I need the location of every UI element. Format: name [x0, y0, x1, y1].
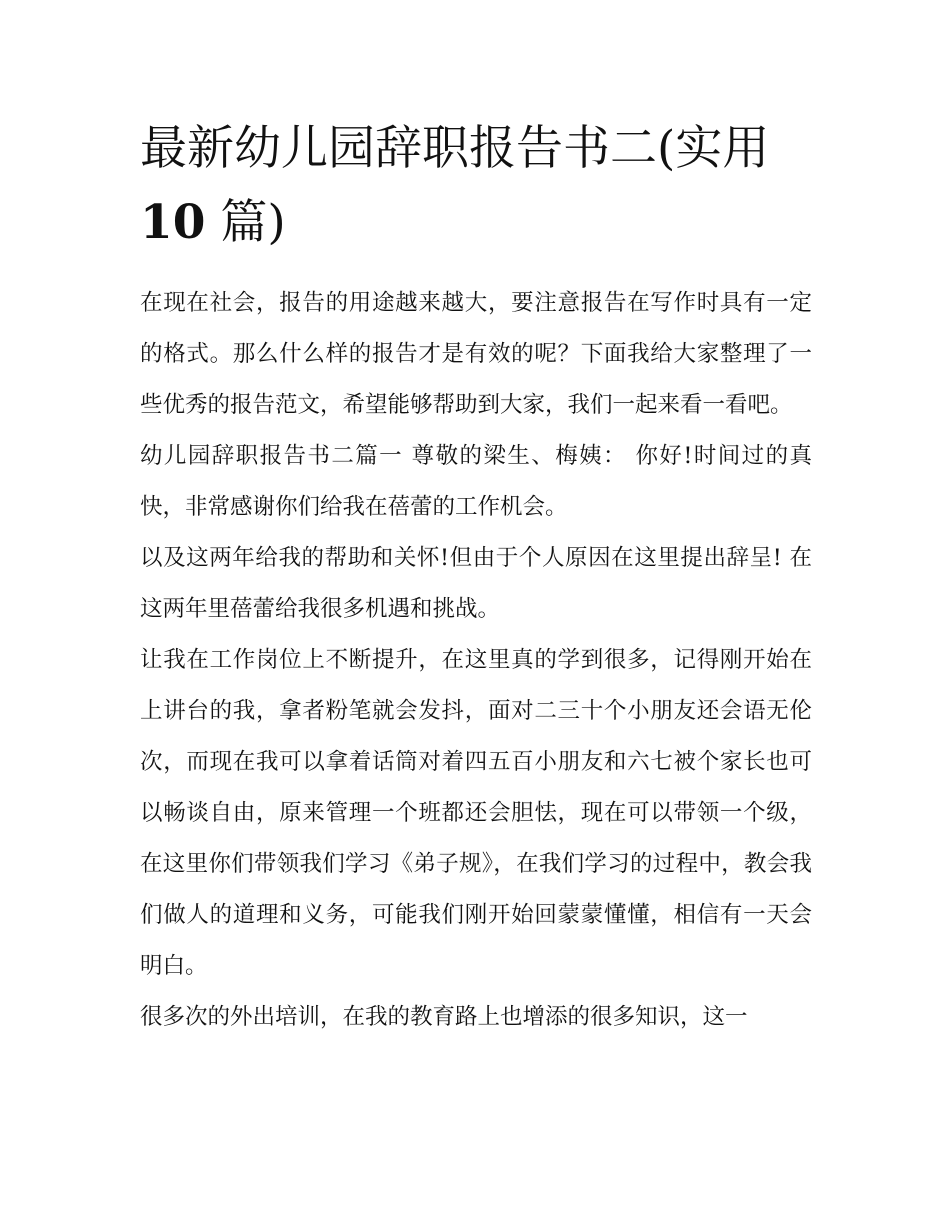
paragraph-resignation: 以及这两年给我的帮助和关怀!但由于个人原因在这里提出辞呈! 在这两年里蓓蕾给我很多机遇和挑战。	[140, 545, 812, 622]
paragraph-growth: 让我在工作岗位上不断提升，在这里真的学到很多，记得刚开始在上讲台的我，拿者粉笔就会发抖，面对二三十个小朋友还会语无伦次，而现在我可以拿着话筒对着四五百小朋友和六七被个家长也可以畅谈自由，原来管理一个班都还会胆怯，现在可以带领一个级，在这里你们带领我们学习《弟子规》，在我们学习的过程中，教会我们做人的道理和义务，可能我们刚开始回蒙蒙懂懂，相信有一天会明白。	[140, 647, 812, 979]
paragraph-intro: 在现在社会，报告的用途越来越大，要注意报告在写作时具有一定的格式。那么什么样的报告才是有效的呢？下面我给大家整理了一些优秀的报告范文，希望能够帮助到大家，我们一起来看一看吧。	[140, 290, 812, 418]
document-title	[140, 112, 812, 260]
title-number: 10	[140, 195, 206, 250]
document-page	[140, 112, 812, 1043]
title-suffix: 篇)	[205, 195, 286, 250]
paragraph-training: 很多次的外出培训，在我的教育路上也增添的很多知识，这一	[140, 1004, 748, 1030]
title-text: 最新幼儿园辞职报告书二(实用	[140, 121, 770, 176]
paragraph-greeting: 幼儿园辞职报告书二篇一 尊敬的梁生、梅姨： 你好!时间过的真快，非常感谢你们给我在蓓蕾的工作机会。	[140, 443, 812, 520]
